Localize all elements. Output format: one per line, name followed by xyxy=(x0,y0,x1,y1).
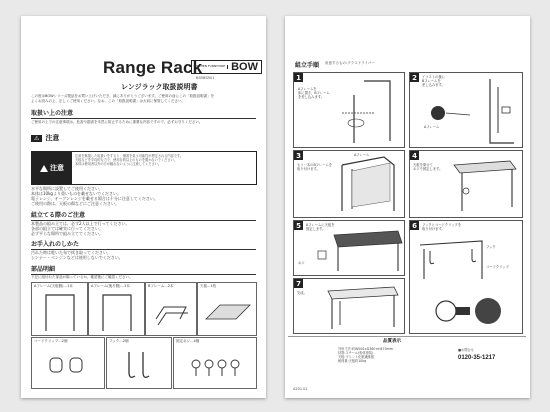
part-a-frame-back xyxy=(88,282,145,336)
a-frame-drawing xyxy=(32,283,87,335)
caution-box-label-text: 注意 xyxy=(50,164,64,172)
step-number: 7 xyxy=(294,279,303,288)
manual-subtitle: レンジラック取扱説明書 xyxy=(121,83,198,91)
step-line: 取り付けます。 xyxy=(422,227,445,232)
contact-phone: 0120-35-1217 xyxy=(458,355,496,361)
step-6 xyxy=(409,220,523,334)
step-number: 6 xyxy=(410,221,419,230)
warning-triangle-icon xyxy=(40,165,48,172)
brand-small-text: KITCHEN FURNITURE xyxy=(192,65,228,69)
step-5-illustration xyxy=(294,221,404,275)
list-item: 水平な場所に設置してご使用ください。 xyxy=(31,186,103,191)
step-text: 完成。 xyxy=(297,291,307,295)
spec-line: 材質:スチール(粉体塗装) xyxy=(338,351,374,355)
step-7-illustration xyxy=(294,279,404,333)
part-b-frame xyxy=(145,282,197,336)
part-screws xyxy=(173,337,257,389)
step-line: 差し込みます。 xyxy=(422,83,445,88)
section-parts: 部品明細 xyxy=(31,264,256,275)
caution-box xyxy=(31,151,257,185)
step-5 xyxy=(293,220,405,276)
spec-line: 天板:プリント化粧繊維板 xyxy=(338,355,375,359)
step-line: もう一本のBフレームを xyxy=(297,163,333,167)
tools-needed: 用意するもの:プラスドライバー xyxy=(325,61,375,65)
list-item: ご使用の際は、天板の傷などにご注意ください。 xyxy=(31,201,119,206)
list-item: 汚れた時は乾いた布で拭き取ってください。 xyxy=(31,250,111,255)
list-item: 電子レンジ、オーブンレンジを載せる場合は十分に注意してください。 xyxy=(31,196,158,201)
step-callout: フック xyxy=(486,245,496,249)
step-line: ネジで固定します。 xyxy=(413,167,443,172)
b-frame-drawing xyxy=(146,283,196,335)
parts-lead: 下記に組付れた部品が揃っているか、確認後にご確認ください。 xyxy=(31,275,133,279)
step-number: 4 xyxy=(410,151,419,160)
step-callout: Aフレーム xyxy=(354,153,370,157)
step-line: 天板を乗せて xyxy=(413,163,433,167)
step-1-illustration xyxy=(294,73,404,147)
step-2 xyxy=(409,72,523,148)
brand-logo xyxy=(191,60,262,74)
caution-line: 注意を無視した取扱いをすると、傷害を負う可能性が想定される内容です。 xyxy=(75,154,184,158)
step-number: 5 xyxy=(294,221,303,230)
brand-name: BOW xyxy=(231,61,258,73)
step-callout: ネジ xyxy=(298,261,305,265)
part-a-frame-front xyxy=(31,282,88,336)
step-3-illustration xyxy=(294,151,404,217)
part-label: フック…2個 xyxy=(109,339,129,343)
hook-drawing xyxy=(107,338,171,388)
intro-line: よくお読みの上、正しくご使用ください。なお、この「取扱説明書」は大切に保管してください。 xyxy=(31,98,185,103)
step-number: 2 xyxy=(410,73,419,82)
footer-specs xyxy=(338,347,393,363)
footer-title: 品質表示 xyxy=(383,339,401,344)
caution-icon: ⚠ xyxy=(31,135,42,142)
caution-box-text xyxy=(72,152,186,184)
intro-text xyxy=(31,94,256,103)
spec-line: 外形寸法:約W500×D360×H470mm xyxy=(338,347,393,351)
caution-line: 天板などを平均的な力で、使用目的以上のものを置かないでください。 xyxy=(75,158,177,162)
list-item: 本製品の組み立ては、必ず2人以上で行ってください。 xyxy=(31,221,130,226)
step-line: Bフレームを xyxy=(422,79,441,84)
section-safety: 取扱い上の注意 xyxy=(31,108,256,119)
section-assembly-cautions: 組立てる際のご注意 xyxy=(31,210,256,221)
top-board-drawing xyxy=(198,283,256,335)
spec-line: 耐荷重:天板約10kg xyxy=(338,359,367,363)
product-title: Range Rack xyxy=(103,58,203,77)
care-list xyxy=(31,250,256,260)
step-3 xyxy=(293,150,405,218)
instruction-sheet-left xyxy=(21,16,266,398)
step-line: 床に置き、Bフレーム xyxy=(298,91,330,96)
part-cord-clip xyxy=(31,337,105,389)
step-line: 取り付けます。 xyxy=(297,167,320,172)
step-number: 3 xyxy=(294,151,303,160)
caution-heading xyxy=(31,133,59,143)
step-4 xyxy=(409,150,523,218)
part-label: 固定ネジ…4個 xyxy=(176,339,200,343)
list-item: 本体は10kgより重いものを載せないでください。 xyxy=(31,191,121,196)
list-item: 各部の組立ては確実に行ってください。 xyxy=(31,226,103,231)
step-6-illustration xyxy=(410,221,522,333)
part-label: Bフレーム…2本 xyxy=(148,284,174,288)
step-line: フックとコードクリップを xyxy=(422,223,462,227)
page-code: A201.01 xyxy=(293,387,308,391)
part-hook xyxy=(106,337,172,389)
step-line: Aフレームに天板を xyxy=(306,223,335,227)
caution-line: 本体は使用者以外の方が触れないように注意してください。 xyxy=(75,162,162,166)
step-line: を差し込みます。 xyxy=(298,95,325,100)
part-top-board xyxy=(197,282,257,336)
part-label: Aフレーム(天板側)…1本 xyxy=(34,284,73,288)
step-callout: コードクリップ xyxy=(486,265,509,269)
list-item: 必ず平らな場所で組み立ててください。 xyxy=(31,231,103,236)
part-label: Aフレーム(後ろ側)…1本 xyxy=(91,284,130,288)
caution-box-label xyxy=(32,152,72,184)
model-number: BSRBSR01 xyxy=(196,76,215,80)
safety-list xyxy=(31,186,256,206)
caution-label: 注意 xyxy=(45,134,60,142)
cord-clip-drawing xyxy=(32,338,104,388)
step-number: 1 xyxy=(294,73,303,82)
contact-label: ■お問合せ xyxy=(458,348,474,352)
safety-lead: ご使用の上での注意事項は、危害や損害を未然に防止するために重要な内容ですので、必ずお守りください。 xyxy=(31,120,203,124)
quality-label-footer xyxy=(288,336,526,385)
steps-title: 組立手順 xyxy=(295,62,320,69)
step-line: Aフレームを xyxy=(298,87,317,91)
step-callout: Aフレーム xyxy=(424,125,440,129)
intro-line: この度はBOWシリーズ製品をお買い上げいただき、誠にありがとうございます。ご使用の前にこの「取扱説明書」を xyxy=(31,94,214,98)
step-line: イラストの様に xyxy=(422,75,445,79)
screws-drawing xyxy=(174,338,256,388)
step-7 xyxy=(293,278,405,334)
section-care: お手入れのしかた xyxy=(31,239,256,250)
step-2-illustration xyxy=(410,73,522,147)
assembly-list xyxy=(31,221,256,236)
step-4-illustration xyxy=(410,151,522,217)
part-label: コードクリップ…2個 xyxy=(34,339,68,343)
a-frame-drawing xyxy=(89,283,144,335)
step-line: 固定します。 xyxy=(306,227,326,232)
part-label: 天板…1枚 xyxy=(200,284,217,288)
instruction-sheet-right xyxy=(285,16,530,398)
list-item: シンナー・ベンジンなどは使用しないでください。 xyxy=(31,255,123,260)
step-1 xyxy=(293,72,405,148)
